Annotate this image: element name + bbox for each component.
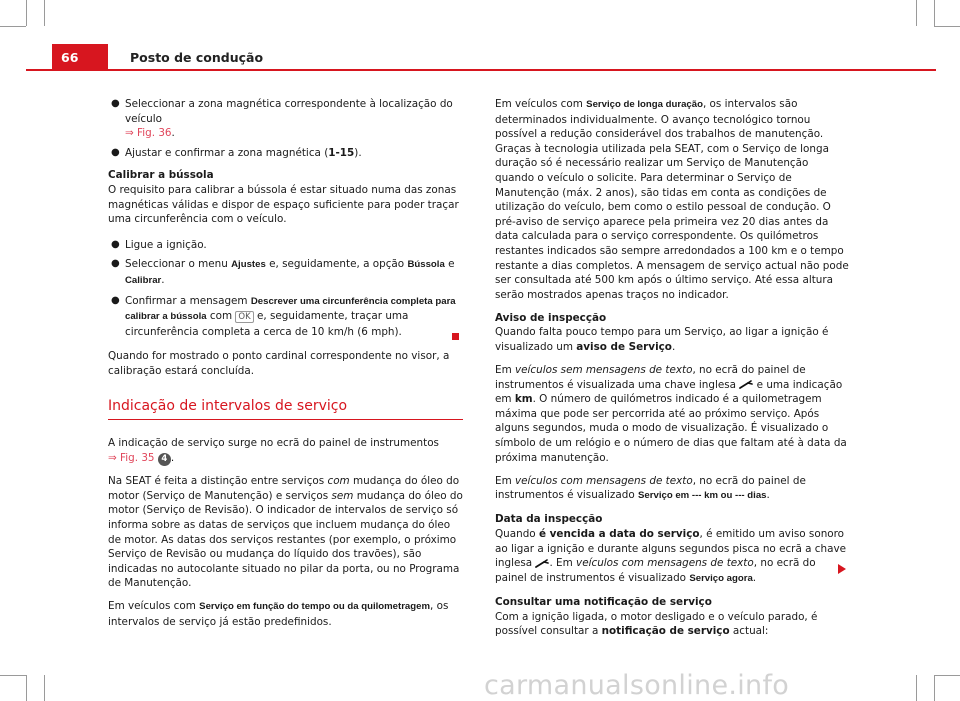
emphasis: sem (331, 489, 354, 502)
paragraph-text: Quando falta pouco tempo para um Serviço, ao ligar a ignição é visualizado um (495, 326, 829, 353)
paragraph-text: , no ecrã do painel de instrumentos é visualizado (495, 474, 806, 502)
paragraph (108, 474, 463, 591)
continue-arrow-icon (838, 564, 846, 574)
bullet-text: e, seguidamente, a opção (265, 258, 408, 271)
figure-link[interactable]: ⇒ Fig. 35 (108, 451, 155, 464)
watermark: carmanualsonline.info (484, 670, 790, 701)
bullet-text: Ajustar e confirmar a zona magnética ( (125, 146, 329, 159)
display-message: Serviço em --- km ou --- dias (638, 490, 767, 502)
unit: km (514, 393, 533, 406)
bullet-icon: ● (111, 294, 120, 306)
paragraph-text: A indicação de serviço surge no ecrã do painel de instrumentos (108, 437, 439, 450)
chapter-title: Posto de condução (130, 50, 264, 65)
paragraph (495, 610, 850, 639)
bullet-item (108, 97, 463, 141)
bullet-text: Seleccionar o menu (125, 258, 232, 271)
paragraph-text: , os intervalos de serviço já estão predefinidos. (108, 600, 449, 629)
term: Serviço de longa duração (586, 99, 703, 110)
paragraph-text: , os intervalos são determinados individualmente. O avanço tecnológico tornou possível a redução considerável dos trabalhos de manutenção. Graças à tecnologia utilizada pela SEAT, com o Serviço de longa duração só é necessário realizar um Serviço de Manutenção quando o veículo o solicite. Para determinar o Serviço de Manutenção (máx. 2 anos), são tidas em conta as condições de utilização do veículo, bem como o estilo pessoal de condução. O pré-aviso de serviço aparece pela primeira vez 20 dias antes da data calculada para o serviço correspondente. Os quilómetros restantes indicados são sempre arredondados a 100 km e o tempo restante a dias completos. A mensagem de serviço actual não pode ser consultada até 500 km após o último serviço. Até essa altura serão mostrados apenas traços no indicador. (495, 98, 849, 301)
paragraph-text: . O número de quilómetros indicado é a quilometragem máxima que pode ser percorrida até ao próximo serviço. Após alguns segundos, muda o modo de visualização. É visualizado o símbolo de um relógio e o número de dias que faltam até à data da próxima manutenção. (495, 393, 847, 464)
punct: . (171, 127, 175, 140)
paragraph-text: e uma indicação em (495, 378, 843, 406)
paragraph-text: Em veículos com (108, 600, 200, 613)
bullet-item (108, 257, 463, 288)
wrench-icon (535, 559, 549, 568)
punct: . (766, 489, 770, 502)
menu-label: Ajustes (231, 259, 266, 271)
paragraph: Quando for mostrado o ponto cardinal correspondente no visor, a calibração estará concluída. (108, 350, 450, 377)
paragraph (495, 474, 850, 504)
menu-label: Bússola (407, 259, 445, 271)
left-column (108, 97, 463, 638)
punct: ). (354, 146, 362, 159)
emphasis: veículos sem mensagens de texto (515, 364, 693, 377)
crop-mark (44, 0, 45, 26)
paragraph-text: Na SEAT é feita a distinção entre serviços (108, 475, 328, 488)
subheading: Calibrar a bússola (108, 169, 214, 182)
crop-mark (916, 0, 917, 26)
term: é vencida a data do serviço (538, 528, 700, 541)
page-number: 66 (52, 44, 108, 70)
subheading: Data da inspecção (495, 513, 603, 526)
page-header (26, 44, 936, 70)
punct: . (161, 273, 165, 286)
crop-mark (934, 675, 935, 701)
bullet-item (108, 146, 463, 161)
paragraph (108, 436, 463, 466)
paragraph-text: . Em (549, 557, 577, 570)
paragraph (495, 527, 850, 586)
paragraph-text: , no ecrã do painel de instrumentos é visualizada uma chave inglesa (495, 364, 806, 391)
paragraph-text: mudança do óleo do motor (Serviço de Manutenção) e serviços (108, 475, 460, 502)
paragraph (495, 325, 850, 354)
paragraph (108, 599, 463, 629)
crop-mark (934, 0, 935, 26)
term: notificação de serviço (601, 625, 730, 638)
section-end-marker (452, 333, 459, 340)
section-title: Indicação de intervalos de serviço (108, 399, 463, 421)
paragraph: O requisito para calibrar a bússola é estar situado numa das zonas magnéticas válidas e dispor de espaço suficiente para poder traçar uma circunferência com o veículo. (108, 183, 459, 226)
emphasis: veículos com mensagens de texto (515, 474, 693, 487)
paragraph-text: Com a ignição ligada, o motor desligado e o veículo parado, é possível consultar a (495, 610, 818, 638)
paragraph (495, 97, 850, 302)
crop-mark (0, 675, 26, 676)
subheading: Consultar uma notificação de serviço (495, 595, 712, 608)
paragraph (495, 363, 850, 465)
bullet-text: Ligue a ignição. (125, 238, 207, 251)
emphasis: com (327, 475, 350, 488)
term: Serviço em função do tempo ou da quilometragem (199, 601, 430, 613)
crop-mark (26, 675, 27, 701)
bullet-text: e (444, 258, 455, 271)
emphasis: veículos com mensagens de texto (576, 557, 754, 570)
menu-label: Calibrar (125, 274, 162, 286)
paragraph-text: , é emitido um aviso sonoro ao ligar a ignição e durante alguns segundos pisca no ecrã a chave inglesa (495, 528, 847, 570)
wrench-icon (739, 380, 753, 389)
crop-mark (934, 675, 960, 676)
paragraph-text: , no ecrã do painel de instrumentos é visualizado (495, 557, 816, 584)
bullet-icon: ● (111, 238, 120, 250)
crop-mark (0, 26, 26, 27)
term: aviso de Serviço (576, 341, 672, 353)
display-message: Serviço agora (689, 572, 753, 584)
crop-mark (934, 26, 960, 27)
punct: . (170, 451, 175, 464)
paragraph-text: actual: (729, 625, 769, 638)
crop-mark (26, 0, 27, 26)
figure-link[interactable]: ⇒ Fig. 36 (125, 127, 172, 140)
paragraph-text: mudança do óleo do motor (Serviço de Revisão). O indicador de intervalos de serviço só informa sobre as datas de serviços que incluem mudança do óleo de motor. As datas dos serviços restantes (por exemplo, o próximo Serviço de Revisão ou mudança do líquido dos travões), são indicadas no autocolante situado no pilar da porta, ou no Programa de Manutenção. (108, 489, 463, 590)
display-message: Descrever uma circunferência completa para calibrar a bússola (125, 295, 456, 323)
punct: . (752, 571, 757, 584)
paragraph-text: Em veículos com (495, 98, 587, 110)
punct: . (671, 341, 676, 353)
paragraph-text: Em (495, 474, 515, 487)
callout-number-icon: 4 (158, 453, 171, 466)
bullet-text: com (206, 310, 236, 323)
zone-range: 1-15 (328, 146, 355, 159)
bullet-icon: ● (111, 146, 120, 158)
bullet-text: e, seguidamente, traçar uma circunferência completa a cerca de 10 km/h (6 mph). (125, 310, 409, 338)
ok-key-icon: OK (235, 311, 253, 323)
crop-mark (44, 675, 45, 701)
subheading: Aviso de inspecção (495, 311, 607, 324)
bullet-text: Seleccionar a zona magnética correspondente à localização do veículo (125, 98, 453, 125)
bullet-text: Confirmar a mensagem (125, 294, 251, 307)
right-column (495, 97, 850, 647)
bullet-icon: ● (111, 258, 120, 270)
paragraph-text: Quando (495, 528, 539, 541)
crop-mark (916, 675, 917, 701)
bullet-item (108, 238, 463, 253)
bullet-icon: ● (111, 98, 120, 109)
paragraph-text: Em (495, 364, 515, 377)
bullet-item (108, 294, 463, 340)
